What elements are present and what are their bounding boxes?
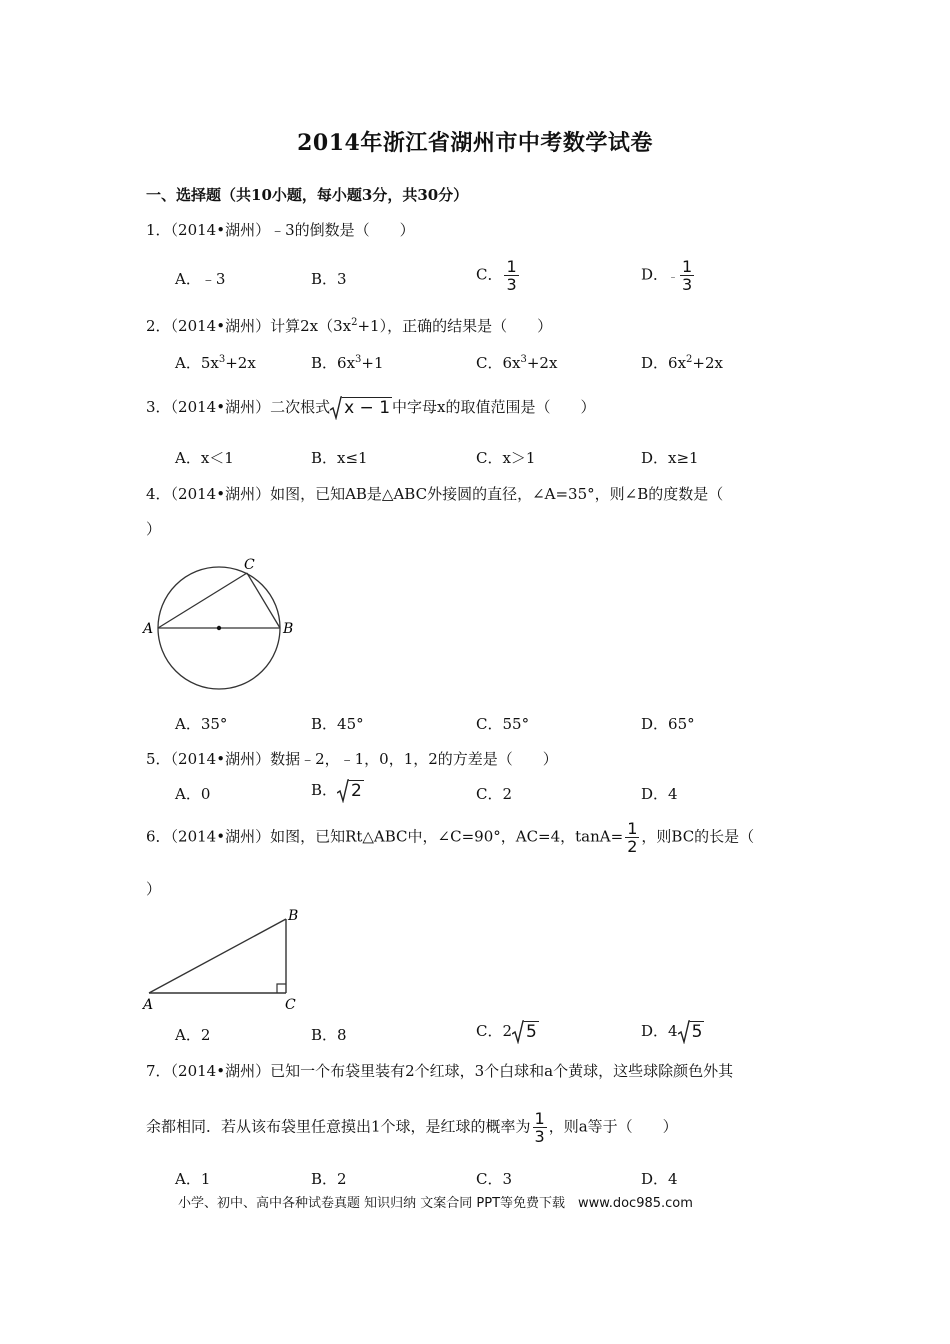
question-3-option-a: A．x＜1 — [175, 449, 234, 467]
right-triangle-figure — [140, 905, 310, 1015]
side-ac — [158, 573, 247, 628]
question-1-option-c — [476, 258, 521, 293]
question-3-option-b: B．x≤1 — [311, 449, 368, 467]
question-5-option-c: C．2 — [476, 785, 513, 803]
question-6-option-b: B．8 — [311, 1026, 347, 1044]
question-1-option-b: B．3 — [311, 270, 347, 288]
question-4-stem: 4．（2014•湖州）如图，已知AB是△ABC外接圆的直径，∠A=35°，则∠B的度数是（ — [146, 485, 724, 503]
question-7-stem-continued: 余都相同．若从该布袋里任意摸出1个球，是红球的概率为 $\frac{1}{3}$ ，则a等于（ ） — [146, 1109, 678, 1146]
question-7-option-a: A．1 — [175, 1170, 211, 1188]
page-footer: 小学、初中、高中各种试卷真题 知识归纳 文案合同 PPT等免费下载 www.doc985.com — [178, 1196, 693, 1211]
numerator: 1 — [506, 257, 517, 276]
label-a: A — [143, 621, 154, 637]
question-7-stem: 7．（2014•湖州）已知一个布袋里装有2个红球，3个白球和a个黄球，这些球除颜色外其 — [146, 1062, 734, 1080]
question-2-stem: 2．（2014•湖州）计算$2x(3x^2+1)$，正确的结果是（ ） — [146, 317, 553, 335]
label-c: C — [244, 557, 255, 573]
question-2-option-d: D．$6x^2+2x$ — [641, 354, 723, 372]
question-7-option-b: B．2 — [311, 1170, 347, 1188]
option-label: D． — [641, 265, 669, 284]
question-2-option-a: A．$5x^3+2x$ — [175, 354, 256, 372]
numerator: 1 — [682, 257, 693, 276]
section-heading: 一、选择题（共10小题，每小题3分，共30分） — [146, 186, 469, 204]
square-root — [330, 396, 392, 420]
center-point — [217, 626, 221, 630]
question-6-stem: 6．（2014•湖州）如图，已知Rt△ABC中，∠C=90°，AC=4，tanA= $\frac{1}{2}$ ，则BC的长是（ — [146, 819, 755, 856]
option-label: D．4 — [641, 1022, 678, 1040]
square-root — [678, 1020, 705, 1044]
question-1-option-d — [641, 258, 696, 293]
radicand: 5 — [526, 1022, 537, 1042]
question-1-stem: 1．（2014•湖州）﹣3的倒数是（ ） — [146, 221, 415, 239]
question-4-option-a: A．35° — [175, 715, 228, 733]
denominator: 3 — [682, 275, 693, 294]
numerator: 1 — [534, 1109, 545, 1128]
question-7-option-c: C．3 — [476, 1170, 513, 1188]
question-5-stem: 5．（2014•湖州）数据﹣2，﹣1，0，1，2的方差是（ ） — [146, 750, 558, 768]
denominator: 3 — [506, 275, 517, 294]
label-b: B — [288, 908, 299, 924]
negative-sign: ﹣ — [668, 272, 679, 283]
question-5-option-b — [311, 779, 364, 803]
radicand: x − 1 — [344, 398, 391, 418]
option-label: C．2 — [476, 1022, 513, 1040]
denominator: 2 — [627, 837, 638, 856]
option-label: B． — [311, 781, 338, 799]
question-4-option-c: C．55° — [476, 715, 530, 733]
circle-triangle-figure — [140, 555, 300, 695]
question-3-stem: 3．（2014•湖州）二次根式 x − 1 中字母x的取值范围是（ ） — [146, 398, 596, 418]
question-1-option-a: A．﹣3 — [175, 270, 226, 288]
question-3-option-d: D．x≥1 — [641, 449, 699, 467]
fraction — [680, 258, 694, 293]
square-root — [337, 779, 364, 803]
side-bc — [247, 573, 280, 628]
page-title: 2014年浙江省湖州市中考数学试卷 — [297, 130, 653, 156]
right-angle-mark — [277, 984, 286, 993]
question-5-option-d: D．4 — [641, 785, 678, 803]
question-2-option-b: B．$6x^3+1$ — [311, 354, 384, 372]
hypotenuse-ab — [149, 919, 286, 993]
question-6-option-a: A．2 — [175, 1026, 211, 1044]
radicand: 5 — [691, 1022, 703, 1042]
question-2-option-c: C．$6x^3+2x$ — [476, 354, 558, 372]
question-3-option-c: C．x＞1 — [476, 449, 536, 467]
question-5-option-a: A．0 — [175, 785, 211, 803]
label-c: C — [285, 997, 296, 1013]
numerator: 1 — [627, 819, 638, 838]
question-4-option-d: D．65° — [641, 715, 695, 733]
question-6-stem-continued: ） — [146, 880, 162, 898]
question-6-option-d — [641, 1020, 704, 1044]
fraction — [504, 258, 518, 293]
denominator: 3 — [534, 1127, 545, 1146]
radicand: 2 — [351, 781, 362, 801]
question-6-option-c — [476, 1020, 539, 1044]
question-4-option-b: B．45° — [311, 715, 364, 733]
option-label: C． — [476, 265, 503, 284]
question-7-option-d: D．4 — [641, 1170, 678, 1188]
question-4-stem-continued: ） — [146, 520, 162, 538]
square-root — [512, 1020, 539, 1044]
label-b: B — [283, 621, 294, 637]
fraction — [625, 820, 639, 855]
fraction — [533, 1110, 547, 1145]
label-a: A — [143, 997, 154, 1013]
